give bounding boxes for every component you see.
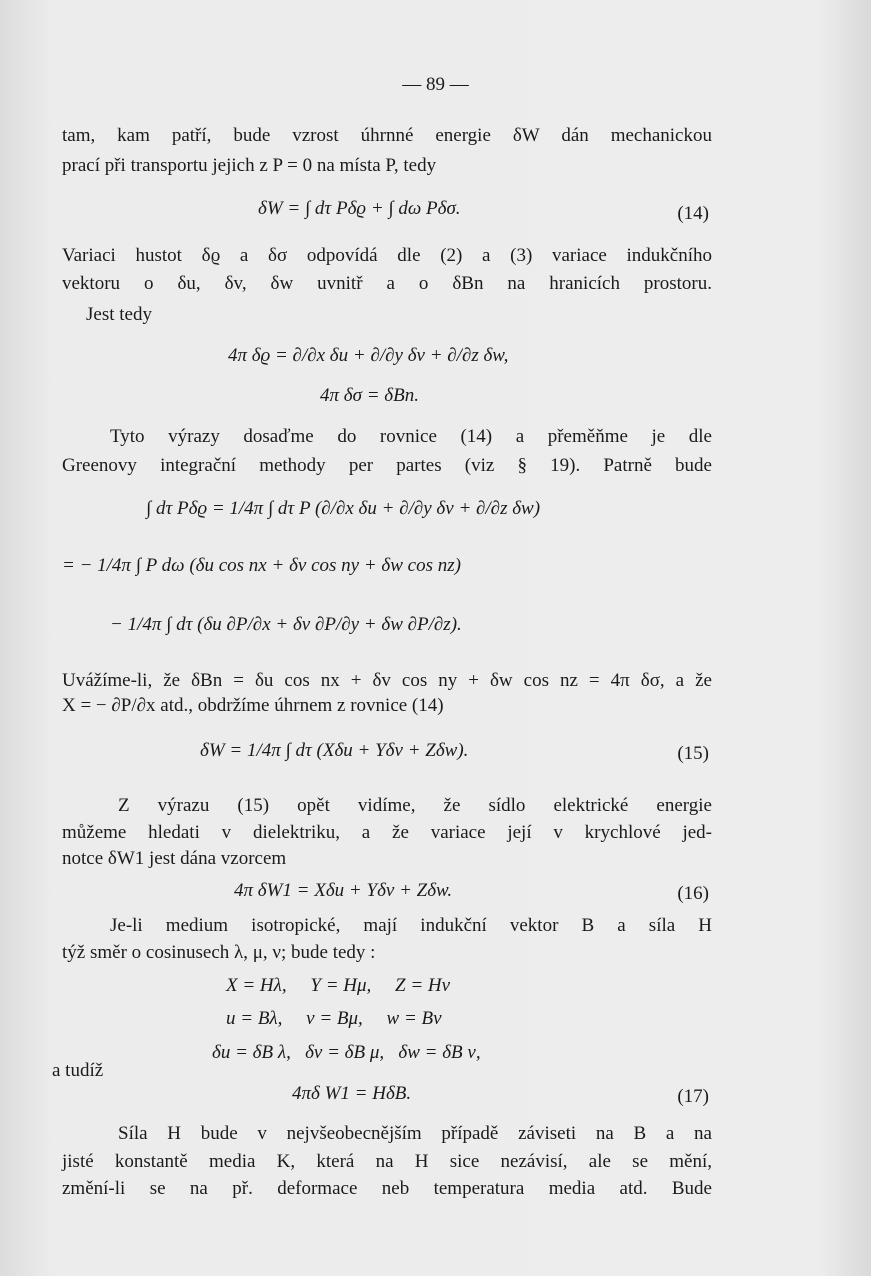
text-line: můžeme hledati v dielektriku, a že variace její v krychlové jed-	[62, 822, 712, 843]
equation-16: 4π δW1 = Xδu + Yδv + Zδw.	[234, 880, 453, 901]
text-line: Z výrazu (15) opět vidíme, že sídlo elektrické energie	[118, 795, 712, 816]
page-number: — 89 —	[402, 74, 469, 95]
equation-line: − 1/4π ∫ dτ (δu ∂P/∂x + δv ∂P/∂y + δw ∂P/∂z).	[110, 614, 462, 635]
text-line: Je-li medium isotropické, mají indukční vektor B a síla H	[110, 915, 712, 936]
text-line: X = − ∂P/∂x atd., obdržíme úhrnem z rovnice (14)	[62, 695, 444, 716]
equation-line: δu = δB λ, δv = δB μ, δw = δB ν,	[212, 1042, 481, 1063]
equation-line: ∫ dτ Pδϱ = 1/4π ∫ dτ P (∂/∂x δu + ∂/∂y δv + ∂/∂z δw)	[146, 498, 541, 519]
text-line: Uvážíme-li, že δBn = δu cos nx + δv cos ny + δw cos nz = 4π δσ, a že	[62, 670, 712, 691]
text-line: jisté konstantě media K, která na H sice nezávisí, ale se mění,	[62, 1151, 712, 1172]
text-line: Tyto výrazy dosaďme do rovnice (14) a přeměňme je dle	[110, 426, 712, 447]
equation-line: X = Hλ, Y = Hμ, Z = Hν	[226, 975, 451, 996]
equation-number: (16)	[677, 883, 709, 904]
text-line: Síla H bude v nejvšeobecnějším případě záviseti na B a na	[118, 1123, 712, 1144]
text-line: tam, kam patří, bude vzrost úhrnné energie δW dán mechanickou	[62, 125, 712, 146]
text-line: Variaci hustot δϱ a δσ odpovídá dle (2) a (3) variace indukčního	[62, 245, 712, 266]
equation-number: (17)	[677, 1086, 709, 1107]
text-line: vektoru o δu, δv, δw uvnitř a o δBn na hranicích prostoru.	[62, 273, 712, 294]
text-line: Jest tedy	[86, 304, 152, 325]
text-line: Greenovy integrační methody per partes (viz § 19). Patrně bude	[62, 455, 712, 476]
equation-number: (14)	[677, 203, 709, 224]
equation-14: δW = ∫ dτ Pδϱ + ∫ dω Pδσ.	[258, 198, 461, 219]
equation-line: 4π δϱ = ∂/∂x δu + ∂/∂y δv + ∂/∂z δw,	[228, 345, 509, 366]
equation-15: δW = 1/4π ∫ dτ (Xδu + Yδv + Zδw).	[200, 740, 469, 761]
equation-line: u = Bλ, v = Bμ, w = Bν	[226, 1008, 442, 1029]
equation-line: 4π δσ = δBn.	[320, 385, 419, 406]
equation-17: 4πδ W1 = HδB.	[292, 1083, 412, 1104]
text-line: notce δW1 jest dána vzorcem	[62, 848, 287, 869]
text-line: a tudíž	[52, 1060, 104, 1081]
equation-number: (15)	[677, 743, 709, 764]
text-line: prací při transportu jejich z P = 0 na místa P, tedy	[62, 155, 437, 176]
text-line: změní-li se na př. deformace neb temperatura media atd. Bude	[62, 1178, 712, 1199]
equation-line: = − 1/4π ∫ P dω (δu cos nx + δv cos ny + δw cos nz)	[62, 555, 461, 576]
text-line: týž směr o cosinusech λ, μ, ν; bude tedy :	[62, 942, 376, 963]
